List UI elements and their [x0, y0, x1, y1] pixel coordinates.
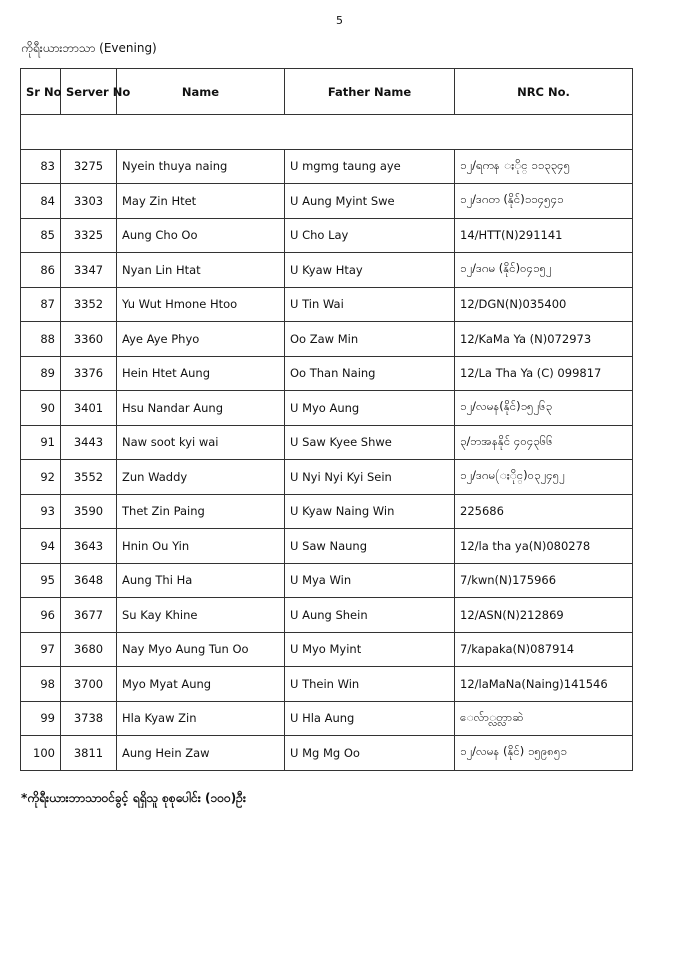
server-cell: 3677 — [61, 598, 117, 633]
nrc-cell: 14/HTT(N)291141 — [455, 218, 633, 253]
section-heading: ကိုရီးယားဘာသာ (Evening) — [21, 41, 157, 55]
sr-cell: 89 — [21, 356, 61, 391]
nrc-cell: 12/DGN(N)035400 — [455, 287, 633, 322]
table-row — [21, 736, 633, 771]
father-name-cell: U Hla Aung — [285, 701, 455, 736]
sr-cell: 85 — [21, 218, 61, 253]
table-row — [21, 218, 633, 253]
sr-cell: 99 — [21, 701, 61, 736]
nrc-cell: ၃/ဘအနနိုင် ၄၀၄၃၆၆ — [455, 425, 633, 460]
table-row — [21, 529, 633, 564]
father-name-cell: U Thein Win — [285, 667, 455, 702]
nrc-cell: 12/La Tha Ya (C) 099817 — [455, 356, 633, 391]
father-name-cell: U Kyaw Htay — [285, 253, 455, 288]
name-cell: Hla Kyaw Zin — [117, 701, 285, 736]
sr-cell: 93 — [21, 494, 61, 529]
name-cell: Naw soot kyi wai — [117, 425, 285, 460]
server-cell: 3347 — [61, 253, 117, 288]
nrc-cell: ၁၂/လမန (နိုင်) ၁၅၉၈၅၁ — [455, 736, 633, 771]
nrc-cell: ေလ်ာ္လတ္လာဆဲ — [455, 701, 633, 736]
name-cell: Aung Cho Oo — [117, 218, 285, 253]
father-name-cell: U Aung Myint Swe — [285, 184, 455, 219]
server-cell: 3325 — [61, 218, 117, 253]
table-row — [21, 356, 633, 391]
father-name-cell: U Aung Shein — [285, 598, 455, 633]
table-row — [21, 287, 633, 322]
table-header-row — [21, 69, 633, 115]
sr-cell: 88 — [21, 322, 61, 357]
name-cell: Aung Thi Ha — [117, 563, 285, 598]
nrc-cell: ၁၂/လမန(နိုင်)၁၅၂၆၃ — [455, 391, 633, 426]
table-row — [21, 149, 633, 184]
table-row — [21, 563, 633, 598]
table-row — [21, 701, 633, 736]
nrc-cell: 12/ASN(N)212869 — [455, 598, 633, 633]
sr-cell: 87 — [21, 287, 61, 322]
server-cell: 3680 — [61, 632, 117, 667]
server-cell: 3648 — [61, 563, 117, 598]
server-cell: 3443 — [61, 425, 117, 460]
server-cell: 3303 — [61, 184, 117, 219]
page-number: 5 — [336, 14, 343, 27]
server-cell: 3275 — [61, 149, 117, 184]
table-row — [21, 667, 633, 702]
sr-cell: 84 — [21, 184, 61, 219]
father-name-cell: U Nyi Nyi Kyi Sein — [285, 460, 455, 495]
father-name-cell: U Cho Lay — [285, 218, 455, 253]
header-gap-row — [21, 115, 633, 150]
name-cell: Hsu Nandar Aung — [117, 391, 285, 426]
server-cell: 3590 — [61, 494, 117, 529]
table-row — [21, 425, 633, 460]
nrc-cell: 225686 — [455, 494, 633, 529]
father-name-cell: U Myo Myint — [285, 632, 455, 667]
father-name-cell: U Tin Wai — [285, 287, 455, 322]
father-name-cell: U Saw Naung — [285, 529, 455, 564]
server-cell: 3360 — [61, 322, 117, 357]
nrc-cell: 12/laMaNa(Naing)141546 — [455, 667, 633, 702]
server-cell: 3738 — [61, 701, 117, 736]
total-footnote: *ကိုရီးယားဘာသာဝင်ခွင့် ရရှိသူ စုစုပေါင်း (၁၀၀)ဦး — [21, 791, 246, 805]
sr-cell: 100 — [21, 736, 61, 771]
father-name-cell: Oo Than Naing — [285, 356, 455, 391]
nrc-cell: 12/KaMa Ya (N)072973 — [455, 322, 633, 357]
name-cell: May Zin Htet — [117, 184, 285, 219]
name-cell: Nay Myo Aung Tun Oo — [117, 632, 285, 667]
name-cell: Hein Htet Aung — [117, 356, 285, 391]
sr-cell: 97 — [21, 632, 61, 667]
nrc-cell: ၁၂/ဒဂတ (နိုင်)၁၁၄၅၄၁ — [455, 184, 633, 219]
name-cell: Yu Wut Hmone Htoo — [117, 287, 285, 322]
header-nrc-no: NRC No. — [455, 69, 633, 115]
server-cell: 3552 — [61, 460, 117, 495]
nrc-cell: ၁၂/ရကန ႏိုင္ ၁၁၃၃၄၅ — [455, 149, 633, 184]
server-cell: 3811 — [61, 736, 117, 771]
father-name-cell: U Kyaw Naing Win — [285, 494, 455, 529]
father-name-cell: U Myo Aung — [285, 391, 455, 426]
table-row — [21, 184, 633, 219]
header-sr-no: Sr No — [21, 69, 61, 115]
name-cell: Hnin Ou Yin — [117, 529, 285, 564]
father-name-cell: U Saw Kyee Shwe — [285, 425, 455, 460]
server-cell: 3700 — [61, 667, 117, 702]
roster-table — [20, 68, 633, 771]
nrc-cell: 12/la tha ya(N)080278 — [455, 529, 633, 564]
name-cell: Aung Hein Zaw — [117, 736, 285, 771]
father-name-cell: U Mg Mg Oo — [285, 736, 455, 771]
nrc-cell: ၁၂/ဒဂမ (နိုင်)၀၄၁၅၂ — [455, 253, 633, 288]
table-row — [21, 494, 633, 529]
name-cell: Nyan Lin Htat — [117, 253, 285, 288]
table-row — [21, 391, 633, 426]
sr-cell: 91 — [21, 425, 61, 460]
name-cell: Myo Myat Aung — [117, 667, 285, 702]
table-row — [21, 253, 633, 288]
sr-cell: 92 — [21, 460, 61, 495]
name-cell: Zun Waddy — [117, 460, 285, 495]
father-name-cell: Oo Zaw Min — [285, 322, 455, 357]
sr-cell: 95 — [21, 563, 61, 598]
server-cell: 3376 — [61, 356, 117, 391]
roster-body — [21, 115, 633, 771]
name-cell: Thet Zin Paing — [117, 494, 285, 529]
server-cell: 3401 — [61, 391, 117, 426]
name-cell: Su Kay Khine — [117, 598, 285, 633]
header-server-no: Server No — [61, 69, 117, 115]
header-father-name: Father Name — [285, 69, 455, 115]
table-row — [21, 322, 633, 357]
father-name-cell: U mgmg taung aye — [285, 149, 455, 184]
sr-cell: 90 — [21, 391, 61, 426]
nrc-cell: 7/kwn(N)175966 — [455, 563, 633, 598]
nrc-cell: 7/kapaka(N)087914 — [455, 632, 633, 667]
server-cell: 3352 — [61, 287, 117, 322]
father-name-cell: U Mya Win — [285, 563, 455, 598]
sr-cell: 86 — [21, 253, 61, 288]
name-cell: Nyein thuya naing — [117, 149, 285, 184]
header-name: Name — [117, 69, 285, 115]
table-row — [21, 460, 633, 495]
sr-cell: 83 — [21, 149, 61, 184]
table-row — [21, 632, 633, 667]
sr-cell: 94 — [21, 529, 61, 564]
sr-cell: 96 — [21, 598, 61, 633]
server-cell: 3643 — [61, 529, 117, 564]
table-row — [21, 598, 633, 633]
sr-cell: 98 — [21, 667, 61, 702]
nrc-cell: ၁၂/ဒဂမ(ႏိုင္)၀၃၂၄၅၂ — [455, 460, 633, 495]
name-cell: Aye Aye Phyo — [117, 322, 285, 357]
